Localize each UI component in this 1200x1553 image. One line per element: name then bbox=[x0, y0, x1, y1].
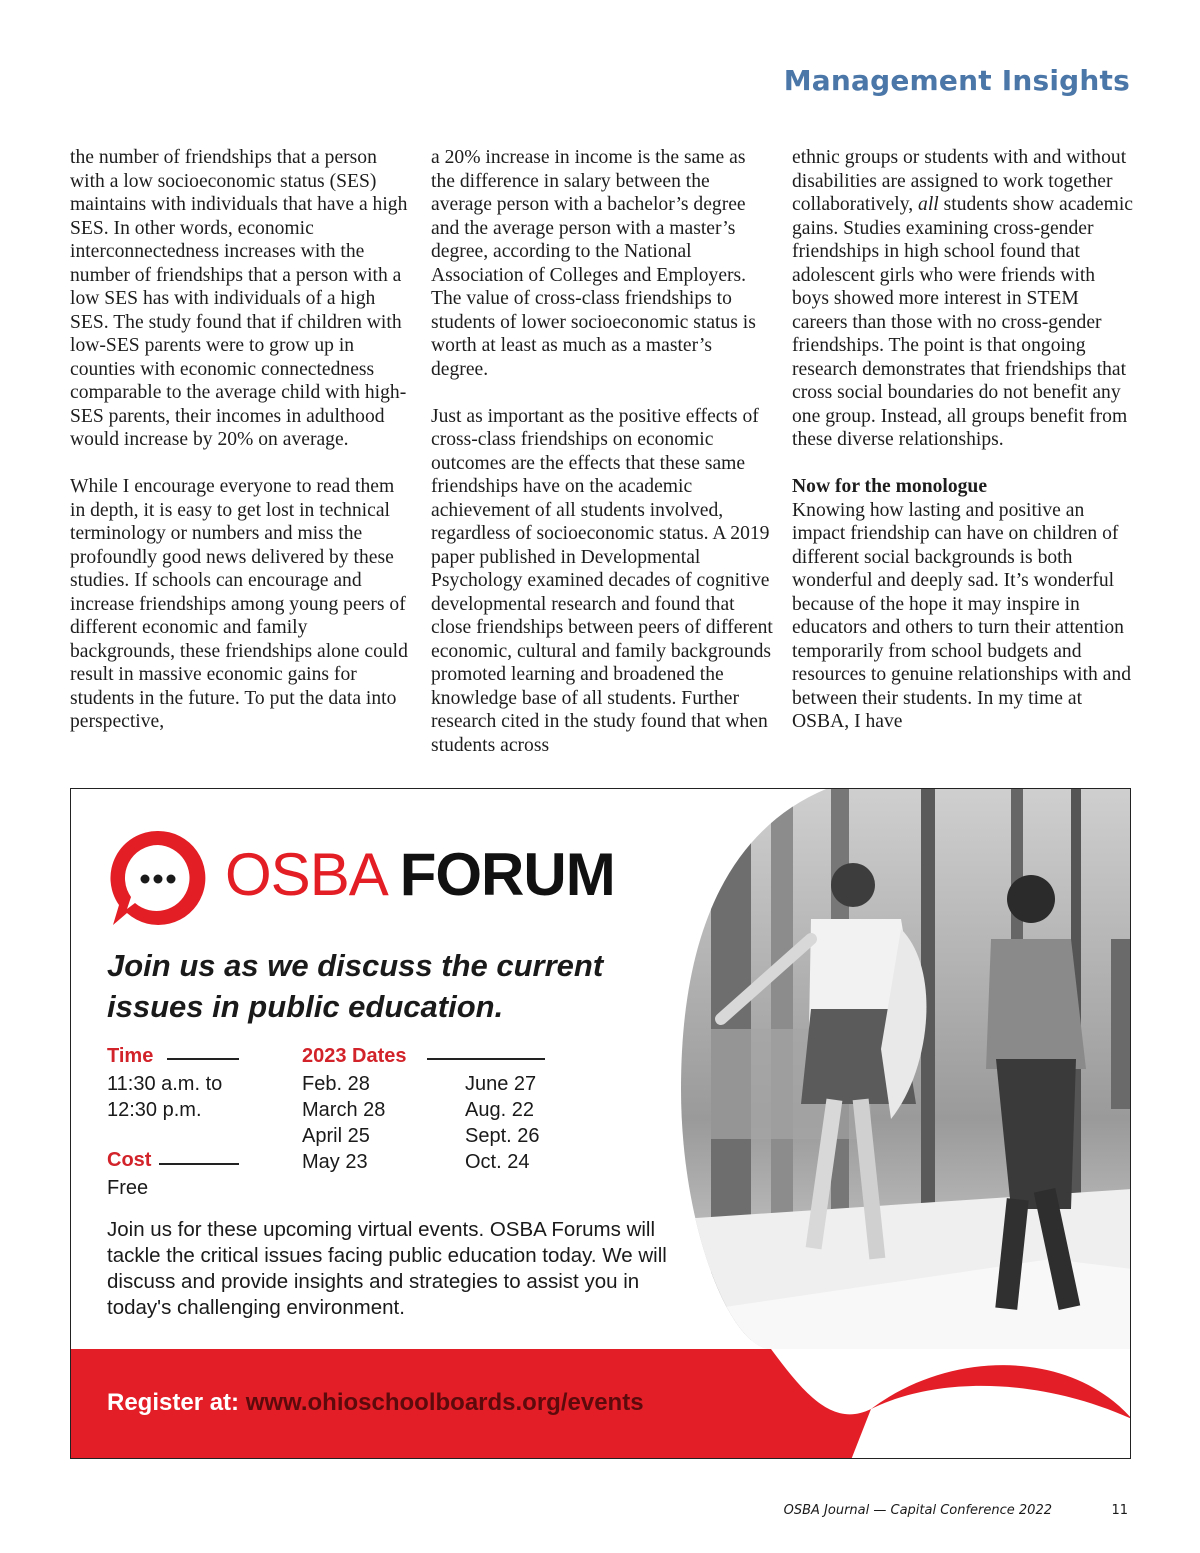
date-item: April 25 bbox=[302, 1125, 370, 1147]
paragraph: a 20% increase in income is the same as the difference in salary between the average person with a bachelor’s degree and the average person with a master’s degree, according to the National Association of Colleges and Employers. The value of cross-class friendships to students of lower socioeconomic status is worth at least as much as a master’s degree. bbox=[431, 147, 756, 380]
ad-description: Join us for these upcoming virtual events. OSBA Forums will tackle the critical issues facing public education today. We will discuss and provide insights and strategies to assist you in today's challenging environment. bbox=[107, 1218, 667, 1319]
time-start: 11:30 a.m. to bbox=[107, 1073, 223, 1095]
register-line bbox=[107, 1389, 644, 1417]
speech-bubble-icon bbox=[105, 825, 211, 931]
logo-forum-text: FORUM bbox=[399, 841, 615, 908]
date-item: Sept. 26 bbox=[465, 1125, 540, 1147]
divider bbox=[167, 1058, 239, 1060]
time-label: Time bbox=[107, 1045, 154, 1067]
section-title: Management Insights bbox=[783, 64, 1130, 97]
date-item: Aug. 22 bbox=[465, 1099, 534, 1121]
page-number: 11 bbox=[1111, 1503, 1128, 1518]
article-column-3 bbox=[792, 146, 1134, 734]
time-end: 12:30 p.m. bbox=[107, 1099, 202, 1121]
osba-forum-logo bbox=[225, 841, 615, 908]
article-column-1 bbox=[70, 146, 412, 734]
cost-label: Cost bbox=[107, 1149, 152, 1171]
date-item: March 28 bbox=[302, 1099, 386, 1121]
paragraph: Just as important as the positive effects of cross-class friendships on economic outcomes are the effects that these same friendships have on the academic achievement of all students involved, regardless of socioeconomic status. A 2019 paper published in Developmental Psychology examined decades of cognitive developmental research and found that close friendships between peers of different economic, cultural and family backgrounds promoted learning and broadened the knowledge base of all students. Further research cited in the study found that when students across bbox=[431, 405, 773, 756]
journal-footer: OSBA Journal — Capital Conference 2022 bbox=[783, 1503, 1052, 1518]
ad-headline: Join us as we discuss the current issues in public education. bbox=[107, 948, 604, 1024]
emphasis: all bbox=[918, 194, 939, 215]
date-item: May 23 bbox=[302, 1151, 368, 1173]
dates-label: 2023 Dates bbox=[302, 1045, 407, 1067]
osba-forum-advertisement bbox=[70, 788, 1131, 1459]
cost-value: Free bbox=[107, 1177, 149, 1199]
paragraph: the number of friendships that a person with a low socioeconomic status (SES) maintains with individuals that have a high SES. In other words, economic interconnectedness increases with the number of friendships that a person with a low SES has with individuals of a high SES. The study found that if children with low-SES parents were to grow up in counties with economic connectedness comparable to the average child with high-SES parents, their incomes in adulthood would increase by 20% on average. bbox=[70, 147, 408, 450]
logo-osba-text: OSBA bbox=[225, 841, 388, 908]
register-label: Register at: bbox=[107, 1389, 240, 1416]
divider bbox=[159, 1163, 239, 1165]
paragraph: Knowing how lasting and positive an impact friendship can have on children of different social backgrounds is both wonderful and deeply sad. It’s wonderful because of the hope it may inspire in educators and others to turn their attention temporarily from school budgets and resources to genuine relationships with and between their students. In my time at OSBA, I have bbox=[792, 499, 1131, 732]
date-item: Feb. 28 bbox=[302, 1073, 370, 1095]
date-item: June 27 bbox=[465, 1073, 537, 1095]
date-item: Oct. 24 bbox=[465, 1151, 530, 1173]
article-column-2 bbox=[431, 146, 773, 757]
register-link[interactable]: www.ohioschoolboards.org/events bbox=[245, 1389, 644, 1416]
divider bbox=[427, 1058, 545, 1060]
paragraph: While I encourage everyone to read them in depth, it is easy to get lost in technical terminology or numbers and miss the profoundly good news delivered by these studies. If schools can encourage and increase friendships among young peers of different economic and family backgrounds, these friendships alone could result in massive economic gains for students in the future. To put the data into perspective, bbox=[70, 476, 408, 732]
subheading: Now for the monologue bbox=[792, 476, 988, 497]
paragraph: ethnic groups or students with and without disabilities are assigned to work together collaboratively, all students show academic gains. Studies examining cross-gender friendships in high school found that adolescent girls who were friends with boys showed more interest in STEM careers than those with no cross-gender friendships. The point is that ongoing research demonstrates that friendships that cross social boundaries do not benefit any one group. Instead, all groups benefit from these diverse relationships. bbox=[792, 147, 1133, 450]
